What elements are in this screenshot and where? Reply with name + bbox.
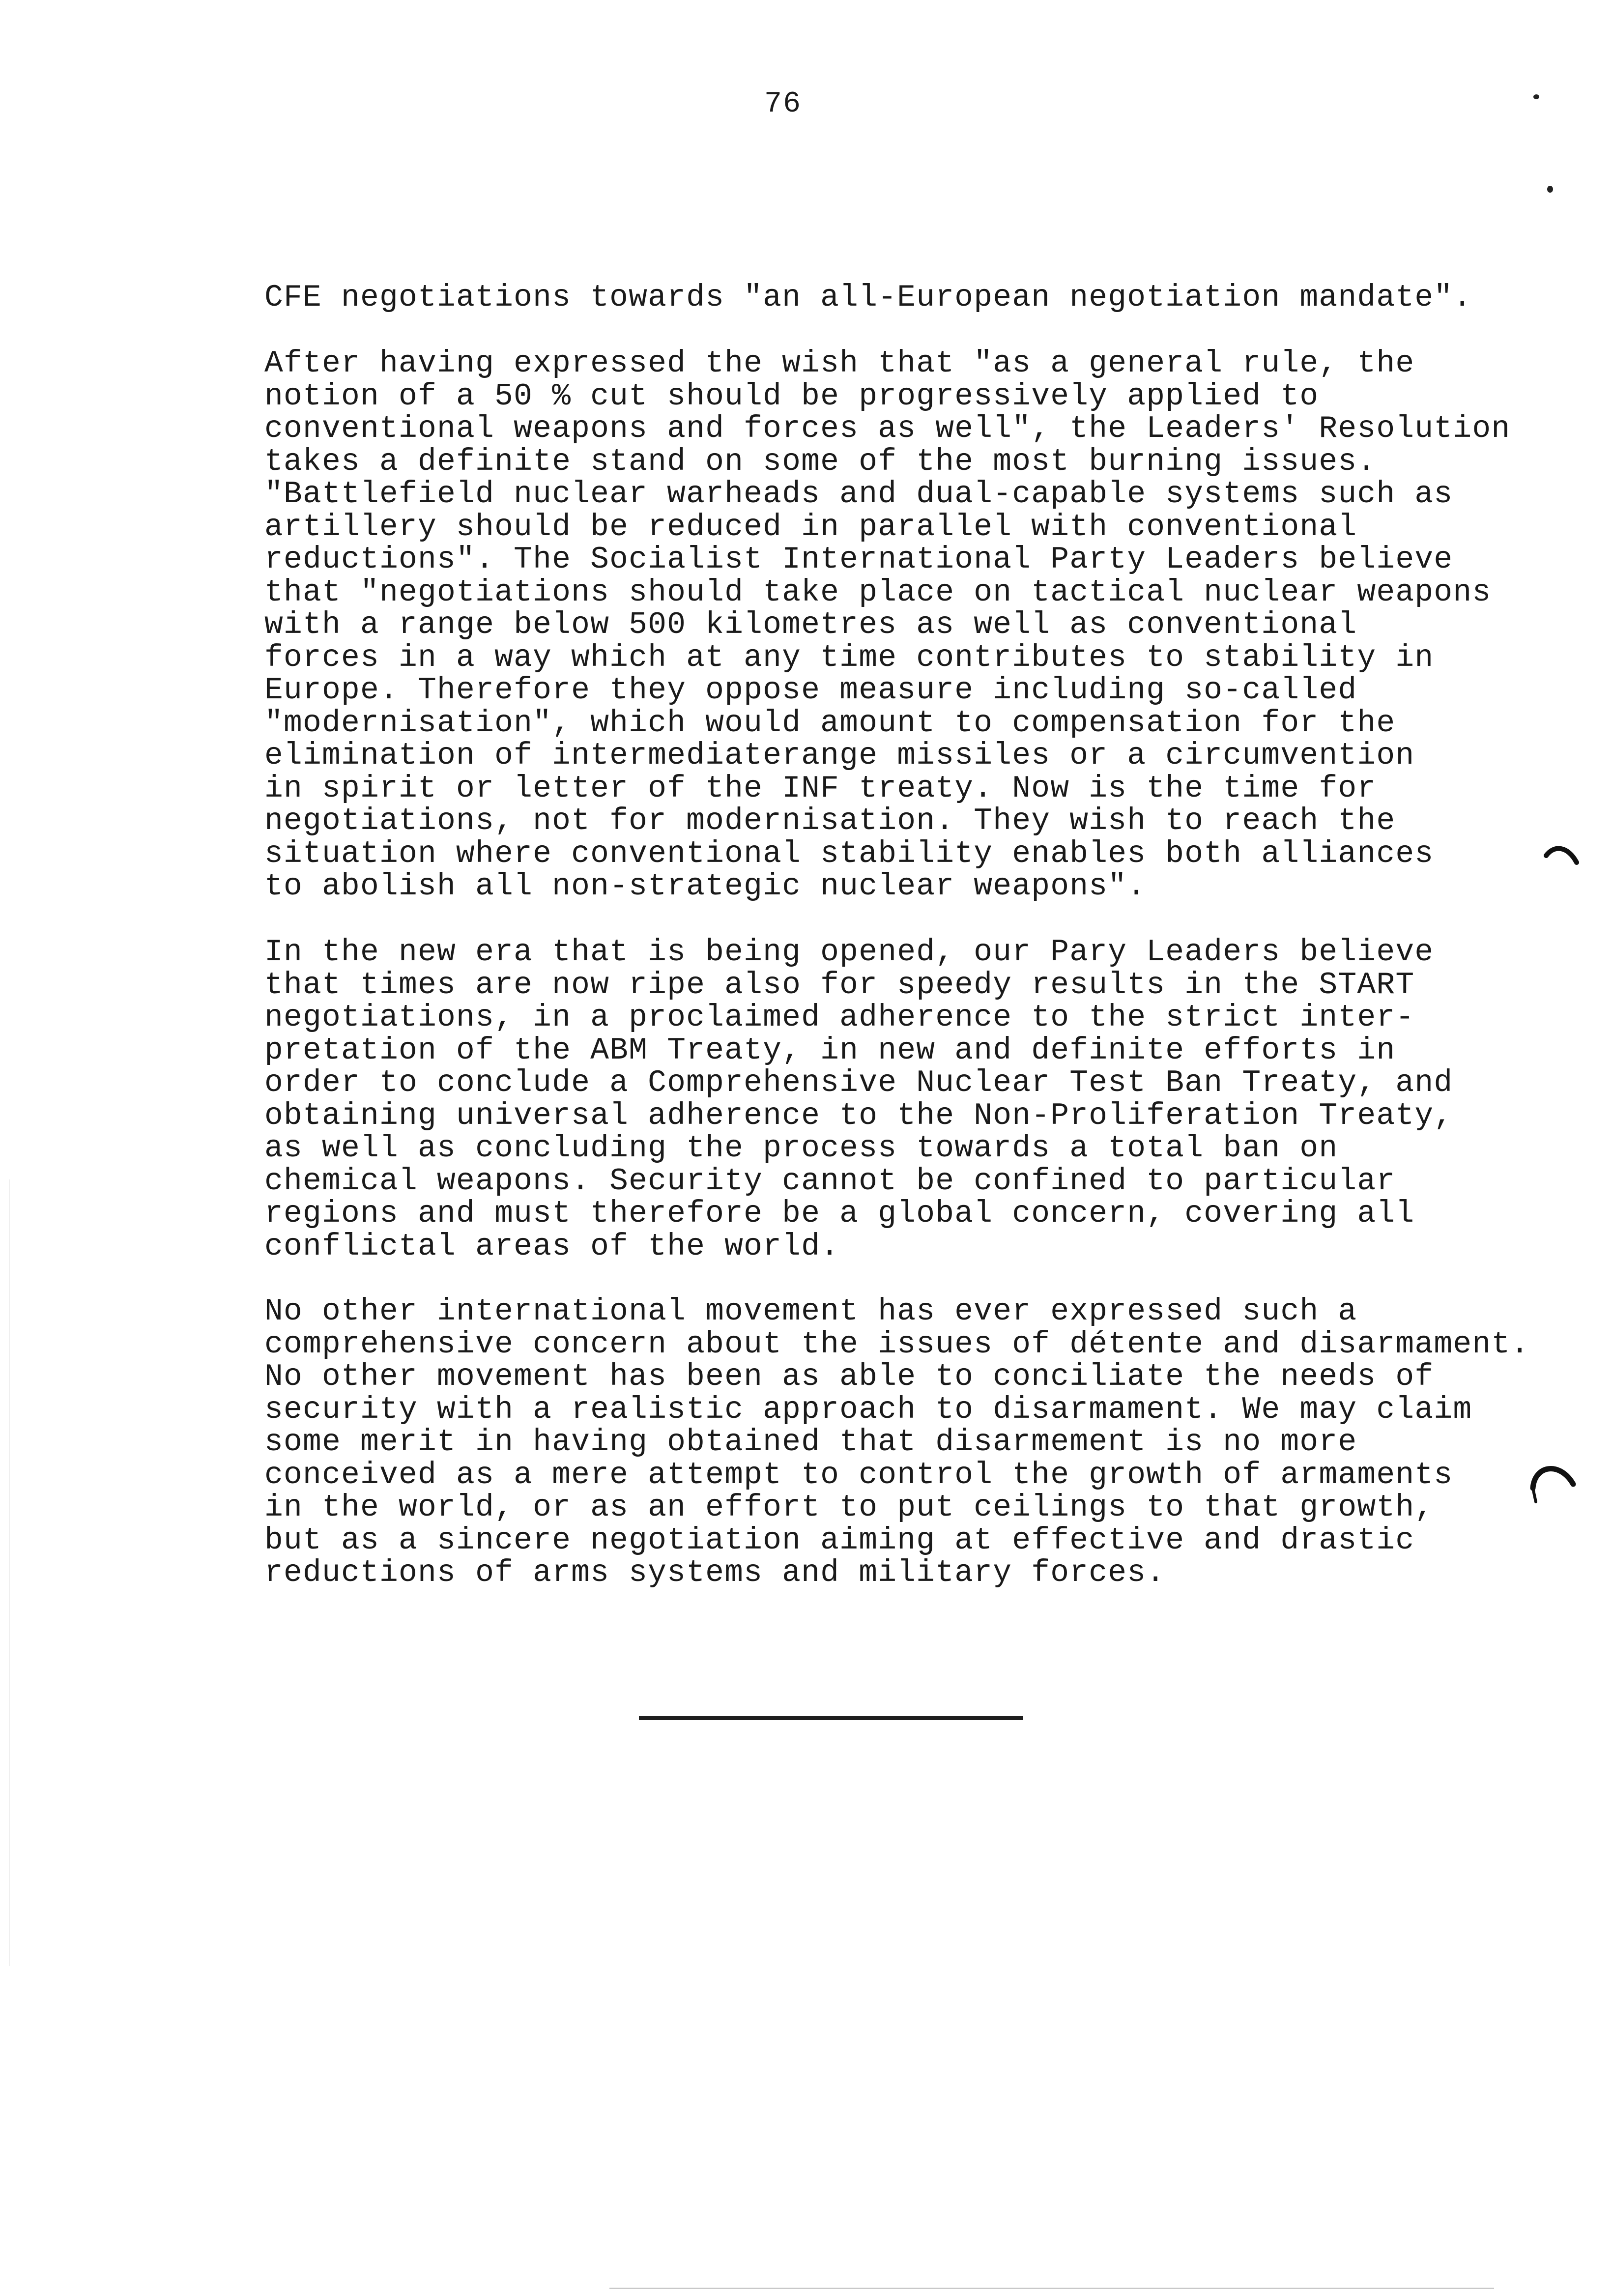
- page-number: 76: [764, 87, 802, 121]
- body-paragraph-4: No other international movement has ever expressed such a comprehensive concern about the issues of détente and disarmament. No other movement has been as able to conciliate the needs of security with a realistic approach to disarmament. We may claim some merit in having obtained that disarmement is no more conceived as a mere attempt to control the growth of armaments in the world, or as an effort to put ceilings to that growth, but as a sincere negotiation aiming at effective and drastic reductions of arms systems and military forces.: [264, 1294, 1530, 1590]
- margin-arc-mark-1: [1543, 843, 1583, 877]
- scan-bottom-edge: [609, 2288, 1494, 2289]
- scan-speck-upper: [1547, 186, 1553, 193]
- body-paragraph-1: CFE negotiations towards "an all-European negotiation mandate".: [264, 280, 1472, 315]
- body-paragraph-2: After having expressed the wish that "as a general rule, the notion of a 50 % cut should be progressively applied to conventional weapons and forces as well", the Leaders' Resolution takes a definite stand on some of the most burning issues. "Battlefield nuclear warheads and dual-capable systems such as artillery should be reduced in parallel with conventional reductions". The Socialist International Party Leaders believe that "negotiations should take place on tactical nuclear weapons with a range below 500 kilometres as well as conventional forces in a way which at any time contributes to stability in Europe. Therefore they oppose measure including so-called "modernisation", which would amount to compensation for the elimination of intermediaterange missiles or a circumvention in spirit or letter of the INF treaty. Now is the time for negotiations, not for modernisation. They wish to reach the situation where conventional stability enables both alliances to abolish all non-strategic nuclear weapons".: [264, 346, 1511, 904]
- body-paragraph-3: In the new era that is being opened, our Pary Leaders believe that times are now ripe also for speedy results in the START negotiations, in a proclaimed adherence to the strict inter- pretation of the ABM Treaty, in new and definite efforts in order to conclude a Comprehensive Nuclear Test Ban Treaty, and obtaining universal adherence to the Non-Proliferation Treaty, as well as concluding the process towards a total ban on chemical weapons. Security cannot be confined to particular regions and must therefore be a global concern, covering all conflictal areas of the world.: [264, 935, 1453, 1264]
- margin-arc-mark-2: [1526, 1459, 1580, 1508]
- closing-rule: [639, 1716, 1023, 1720]
- scan-speck-top: [1533, 94, 1539, 99]
- scan-left-edge: [9, 1179, 10, 1966]
